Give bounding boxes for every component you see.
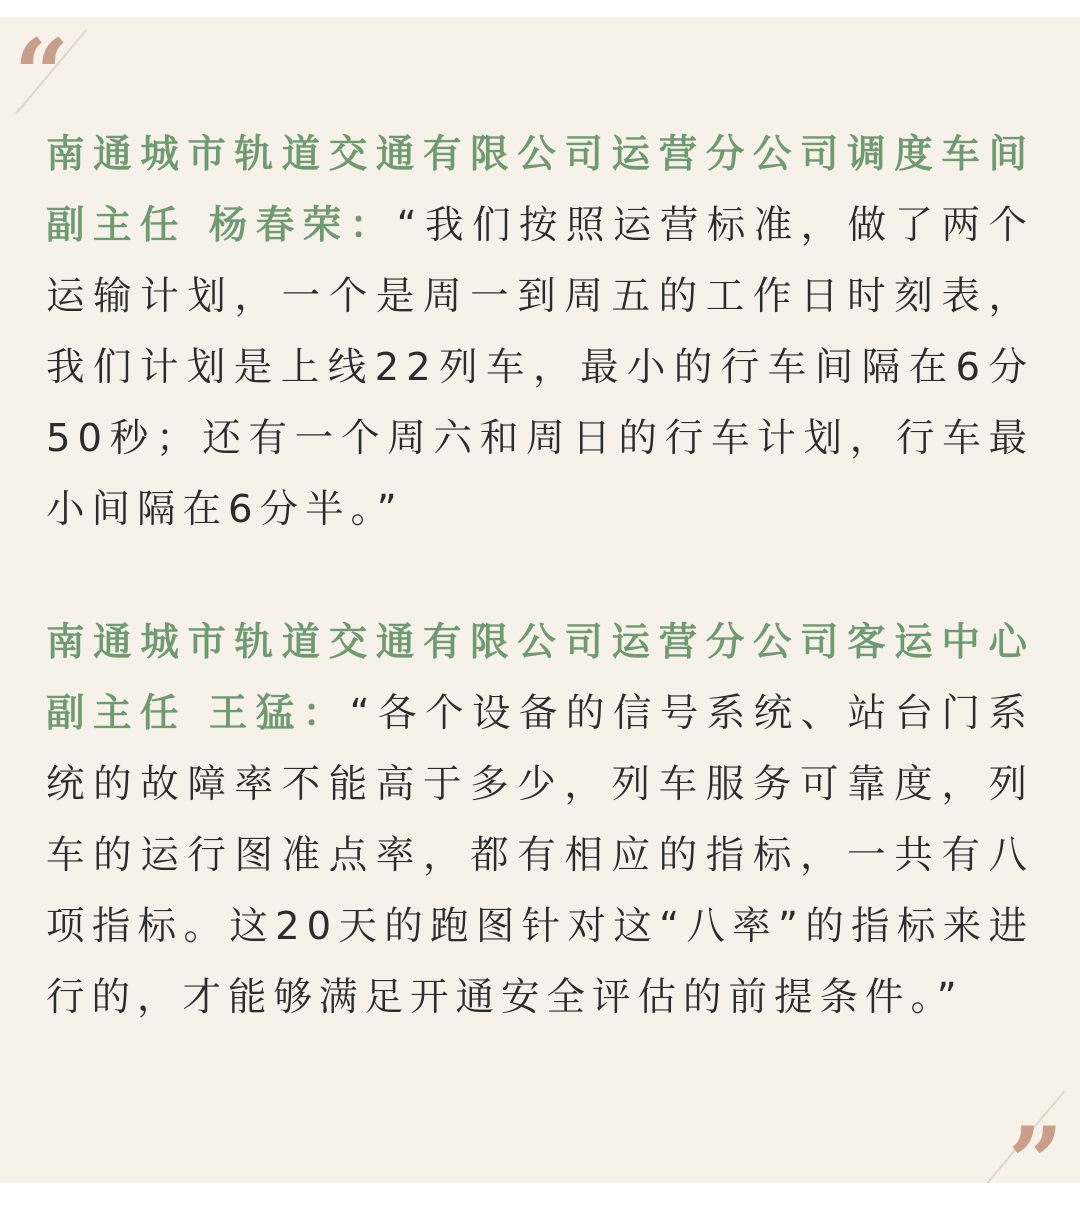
quote-paragraph-1: [46, 119, 1034, 545]
speaker-name-2: 南通城市轨道交通有限公司运营分公司客运中心副主任 王猛：: [46, 620, 1034, 736]
quote-text-1: “我们按照运营标准，做了两个运输计划，一个是周一到周五的工作日时刻表，我们计划是上线22列车，最小的行车间隔在6分50秒；还有一个周六和周日的行车计划，行车最小间隔在6分半。”: [46, 203, 1034, 532]
speaker-name-1: 南通城市轨道交通有限公司运营分公司调度车间副主任 杨春荣：: [46, 132, 1034, 248]
quote-paragraph-2: [46, 607, 1034, 1033]
quote-text-2: “各个设备的信号系统、站台门系统的故障率不能高于多少，列车服务可靠度，列车的运行图准点率，都有相应的指标，一共有八项指标。这20天的跑图针对这“八率”的指标来进行的，才能够满足开通安全评估的前提条件。”: [46, 691, 1034, 1020]
open-quote-icon: “: [14, 18, 70, 131]
quote-card: [0, 17, 1080, 1183]
close-quote-icon: ”: [1008, 1106, 1064, 1183]
